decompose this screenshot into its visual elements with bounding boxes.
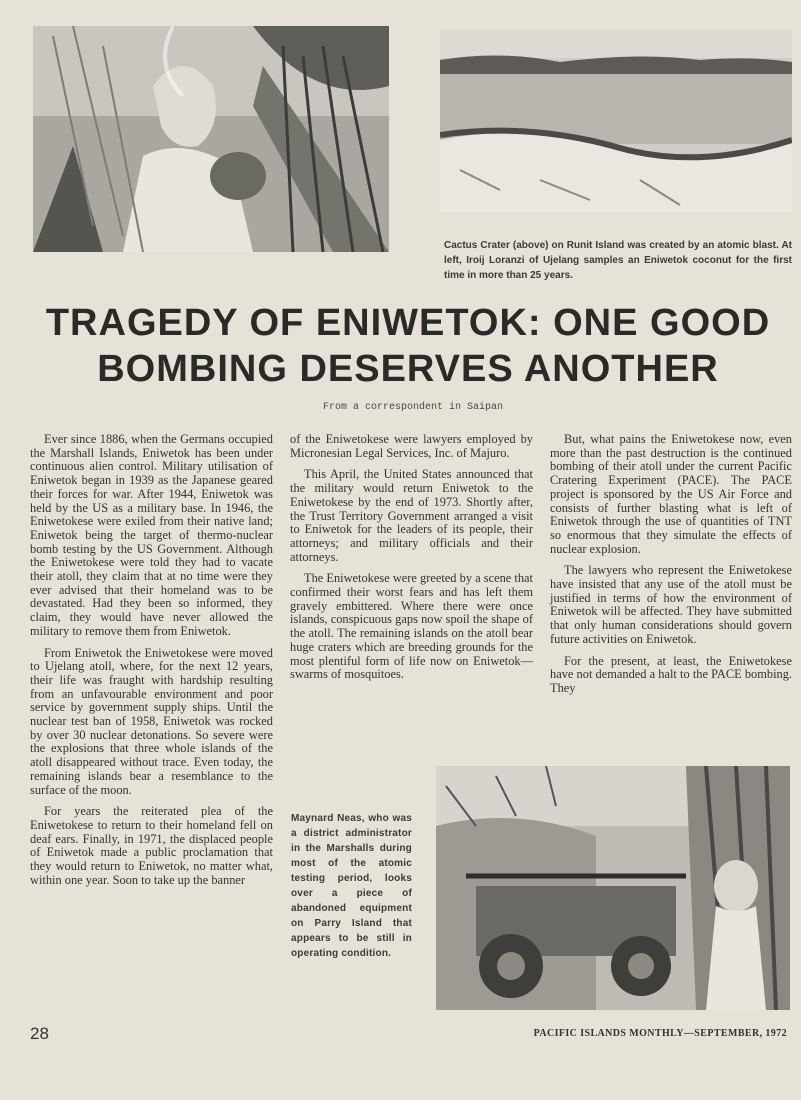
byline: From a correspondent in Saipan [322,402,504,413]
paragraph: For the present, at least, the Eniwetokese have not demanded a halt to the PACE bombing. They [550,653,792,695]
article-column-2 [290,433,533,690]
paragraph: of the Eniwetokese were lawyers employed by Micronesian Legal Services, Inc. of Majuro. [290,432,533,460]
article-column-1 [30,433,273,896]
photo-coconut-tasting [33,26,389,252]
photo-abandoned-equipment [436,766,790,1010]
photo-caption-top: Cactus Crater (above) on Runit Island was created by an atomic blast. At left, Iroij Loranzi of Ujelang samples an Eniwetok coconut for the first time in more than 25 years. [444,240,792,281]
running-footer: PACIFIC ISLANDS MONTHLY—SEPTEMBER, 1972 [533,1028,787,1039]
headline [18,300,798,392]
photo-cactus-crater [440,30,792,212]
headline-line-1: TRAGEDY OF ENIWETOK: ONE GOOD [45,302,771,344]
page-number: 28 [30,1024,49,1043]
photo-caption-equipment: Maynard Neas, who was a district administrator in the Marshalls during most of the atomic testing period, looks over a piece of abandoned equipment on Parry Island that appears to be still in operating condition. [291,813,412,959]
paragraph: But, what pains the Eniwetokese now, even more than the past destruction is the continued bombing of their atoll under the current Pacific Cratering Experiment (PACE). The PACE project is sponsored by the US Air Force and consists of further blasting what is left of Eniwetok through the use of quantities of TNT so enormous that they simulate the effects of nuclear explosion. [550,432,792,556]
paragraph: The Eniwetokese were greeted by a scene that confirmed their worst fears and has left them gravely embittered. Where there were once islands, conspicuous gaps now spoil the shape of the atoll. The remaining islands on the atoll bear huge craters which are breeding grounds for the most plentiful form of life now on Eniwetok—swarms of mosquitoes. [290,571,533,682]
headline-line-2: BOMBING DESERVES ANOTHER [97,348,719,390]
photo-equipment-illustration [436,766,790,1010]
article-column-3 [550,433,792,704]
paragraph: The lawyers who represent the Eniwetokese have insisted that any use of the atoll must be justified in terms of how the environment of Eniwetok will be affected. They have submitted that only human considerations should govern future activities on Eniwetok. [550,563,792,646]
paragraph: This April, the United States announced that the military would return Eniwetok to the Eniwetokese by the end of 1973. Shortly after, the Trust Territory Government arranged a visit to Eniwetok for the leaders of its people, their attorneys; and military officials and their attorneys. [290,467,533,564]
photo-coconut-illustration [33,26,389,252]
photo-crater-illustration [440,30,792,212]
paragraph: From Eniwetok the Eniwetokese were moved to Ujelang atoll, where, for the next 12 years, their life was fraught with hardship resulting from an unfavourable environment and poor service by government supply ships. Until the nuclear test ban of 1958, Eniwetok was rocked by over 30 nuclear detonations. So severe were the explosions that three whole islands of the atoll disappeared without trace. Even today, the remaining islands bear a resemblance to the surface of the moon. [30,645,273,797]
paragraph: For years the reiterated plea of the Eniwetokese to return to their homeland fell on deaf ears. Finally, in 1971, the displaced people of Eniwetok made a public proclamation that they would return to Eniwetok, no matter what, within one year. Soon to take up the banner [30,804,273,887]
paragraph: Ever since 1886, when the Germans occupied the Marshall Islands, Eniwetok has been under continuous alien control. Military utilisation of Eniwetok began in 1939 as the Japanese geared their forces for war. After 1944, Eniwetok was held by the US as a military base. In 1946, the Eniwetokese were exiled from their native land; Eniwetok being the target of thermo-nuclear bomb testing by the US Government. Although the Eniwetokese were told they had to vacate their atoll, they claim that at no time were they ever advised that their homeland was to be devastated. Had they been so informed, they claim, they would have never allowed the military to remove them from Eniwetok. [30,432,273,638]
